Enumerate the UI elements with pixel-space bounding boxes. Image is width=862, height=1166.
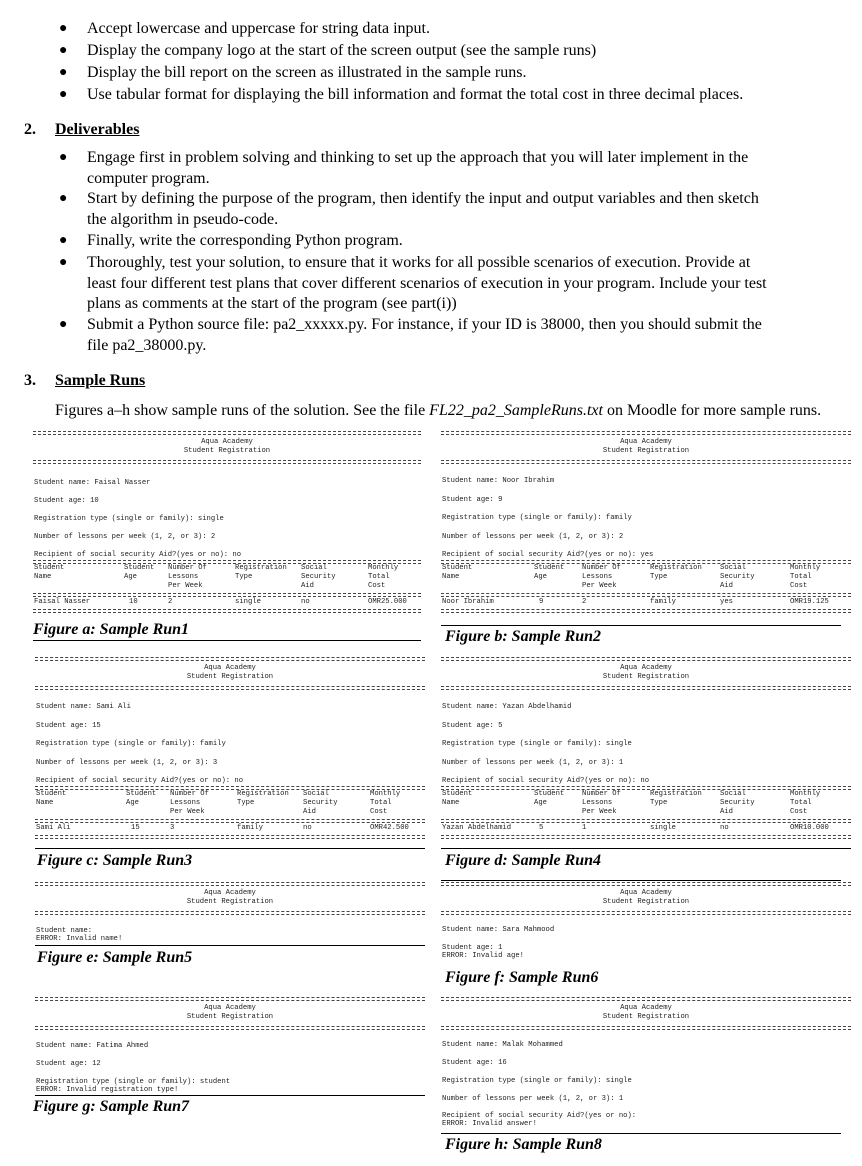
console-subtitle: Student Registration (186, 898, 274, 906)
table-header-cell: Age (124, 573, 137, 581)
console-subtitle: Student Registration (602, 1013, 690, 1021)
table-header-cell: Lessons (582, 799, 613, 807)
table-header-cell: Number Of (168, 564, 207, 572)
sample-run-console (33, 431, 421, 612)
console-separator (33, 460, 421, 464)
table-header-cell: Age (534, 573, 547, 581)
table-separator (441, 835, 851, 839)
table-separator (441, 609, 851, 613)
console-separator (441, 657, 851, 661)
console-line: Student name: (36, 927, 93, 935)
table-header-cell: Name (442, 799, 460, 807)
table-cell: 2 (168, 598, 173, 606)
console-academy-name: Aqua Academy (204, 889, 256, 897)
table-cell: OMR25.000 (368, 598, 407, 606)
figure-caption: Figure h: Sample Run8 (445, 1136, 602, 1153)
sample-run-console (441, 657, 851, 838)
table-header-cell: Student (36, 790, 67, 798)
table-header-cell: Aid (720, 582, 733, 590)
console-line: Student name: Malak Mohammed (442, 1041, 563, 1049)
table-header-cell: Security (301, 573, 336, 581)
table-separator (441, 819, 851, 823)
console-line: Recipient of social security Aid?(yes or no): (442, 1112, 637, 1120)
table-cell: no (720, 824, 729, 832)
console-subtitle: Student Registration (186, 673, 274, 681)
table-cell: 5 (539, 824, 544, 832)
console-separator (441, 431, 851, 435)
table-header-cell: Total (370, 799, 392, 807)
table-header-cell: Per Week (170, 808, 205, 816)
table-cell: Faisal Nasser (34, 598, 91, 606)
list-item: ● Engage first in problem solving and thinking to set up the approach that you will later implement in the computer program. (59, 149, 749, 187)
console-line: Student name: Sara Mahmood (442, 926, 555, 934)
console-line: Recipient of social security Aid?(yes or no): no (36, 777, 244, 785)
table-header-cell: Security (720, 799, 755, 807)
sample-run-console (441, 431, 851, 612)
table-header-cell: Type (235, 573, 253, 581)
sample-run-console (441, 997, 851, 1130)
table-header-cell: Name (36, 799, 54, 807)
list-item: ● Accept lowercase and uppercase for string data input. (59, 20, 430, 37)
console-separator (35, 657, 425, 661)
table-header-cell: Registration (237, 790, 289, 798)
console-subtitle: Student Registration (183, 447, 271, 455)
table-header-cell: Monthly (368, 564, 399, 572)
table-header-cell: Student (124, 564, 155, 572)
table-header-cell: Social (303, 790, 329, 798)
list-item: ● Use tabular format for displaying the bill information and format the total cost in three decimal places. (59, 86, 744, 103)
console-line: Student name: Yazan Abdelhamid (442, 703, 572, 711)
console-subtitle: Student Registration (186, 1013, 274, 1021)
console-line: Recipient of social security Aid?(yes or no): no (34, 551, 242, 559)
console-separator (441, 460, 851, 464)
table-header-cell: Student (534, 790, 565, 798)
table-cell: family (237, 824, 263, 832)
console-academy-name: Aqua Academy (620, 889, 672, 897)
sample-run-console (35, 997, 425, 1096)
table-header-cell: Aid (301, 582, 314, 590)
table-separator (35, 835, 425, 839)
table-header-cell: Monthly (790, 564, 821, 572)
figure-caption: Figure a: Sample Run1 (33, 621, 190, 638)
table-cell: family (650, 598, 676, 606)
table-cell: single (650, 824, 676, 832)
table-cell: 1 (582, 824, 587, 832)
table-header-cell: Security (303, 799, 338, 807)
table-separator (33, 609, 421, 613)
table-cell: OMR42.500 (370, 824, 409, 832)
console-line: Registration type (single or family): single (442, 1077, 632, 1085)
sample-run-console (35, 882, 425, 945)
console-academy-name: Aqua Academy (620, 1004, 672, 1012)
table-header-cell: Total (368, 573, 390, 581)
figure-caption: Figure c: Sample Run3 (37, 852, 193, 869)
console-separator (33, 431, 421, 435)
table-header-cell: Student (126, 790, 157, 798)
figure-caption: Figure g: Sample Run7 (33, 1098, 190, 1115)
table-cell: 2 (582, 598, 587, 606)
console-separator (35, 882, 425, 886)
console-separator (441, 997, 851, 1001)
table-cell: no (303, 824, 312, 832)
console-line: Student age: 1 (442, 944, 503, 952)
table-cell: 10 (129, 598, 138, 606)
sample-runs-intro: Figures a–h show sample runs of the solution. See the file FL22_pa2_SampleRuns.txt on Moodle for more sample runs. (55, 402, 822, 419)
table-header-cell: Cost (370, 808, 388, 816)
table-header-cell: Total (790, 573, 812, 581)
table-header-cell: Student (442, 564, 473, 572)
table-header-cell: Social (720, 564, 746, 572)
table-header-cell: Number Of (582, 790, 621, 798)
list-item: ● Display the bill report on the screen as illustrated in the sample runs. (59, 64, 527, 81)
table-cell: single (235, 598, 261, 606)
figure-rule (441, 880, 841, 881)
table-cell: OMR19.125 (790, 598, 829, 606)
console-line: ERROR: Invalid age! (442, 952, 524, 960)
console-line: Number of lessons per week (1, 2, or 3): 1 (442, 758, 624, 767)
console-line: Student age: 9 (442, 495, 503, 504)
table-cell: 9 (539, 598, 544, 606)
table-header-cell: Registration (650, 564, 702, 572)
list-item: ● Thoroughly, test your solution, to ensure that it works for all possible scenarios of execution. Provide at least four different test plans that cover different scenarios of execution in your program. Include your test plans as comments at the start of the program (see part(i)) (59, 254, 767, 312)
console-line: ERROR: Invalid registration type! (36, 1086, 179, 1094)
table-header-cell: Student (34, 564, 65, 572)
console-line: Number of lessons per week (1, 2, or 3): 3 (36, 758, 218, 767)
figure-rule (441, 848, 851, 849)
console-academy-name: Aqua Academy (204, 664, 256, 672)
table-header-cell: Aid (720, 808, 733, 816)
table-cell: OMR10.000 (790, 824, 829, 832)
table-separator (33, 593, 421, 597)
list-item: ● Display the company logo at the start of the screen output (see the sample runs) (59, 42, 597, 59)
table-cell: no (301, 598, 310, 606)
table-header-cell: Age (126, 799, 139, 807)
table-header-cell: Name (442, 573, 460, 581)
figure-caption: Figure b: Sample Run2 (445, 628, 602, 645)
table-header-cell: Name (34, 573, 52, 581)
table-header-cell: Student (442, 790, 473, 798)
table-header-cell: Security (720, 573, 755, 581)
table-header-cell: Aid (303, 808, 316, 816)
figure-rule (441, 625, 841, 626)
table-separator (35, 819, 425, 823)
table-cell: Yazan Abdelhamid (442, 824, 512, 832)
table-cell: Noor Ibrahim (442, 598, 494, 606)
console-subtitle: Student Registration (602, 673, 690, 681)
table-header-cell: Lessons (170, 799, 201, 807)
section-heading-sample-runs: 3. Sample Runs (24, 372, 146, 389)
table-header-cell: Social (720, 790, 746, 798)
console-academy-name: Aqua Academy (201, 438, 253, 446)
console-separator (35, 686, 425, 690)
figure-rule (33, 640, 421, 641)
console-line: Number of lessons per week (1, 2, or 3): 2 (442, 532, 624, 541)
console-line: Registration type (single or family): single (442, 740, 632, 748)
sample-run-console (441, 882, 851, 962)
table-separator (35, 786, 425, 790)
console-subtitle: Student Registration (602, 898, 690, 906)
console-separator (441, 911, 851, 915)
table-header-cell: Number Of (582, 564, 621, 572)
console-subtitle: Student Registration (602, 447, 690, 455)
table-header-cell: Per Week (168, 582, 203, 590)
table-header-cell: Number Of (170, 790, 209, 798)
figure-rule (35, 945, 425, 946)
console-line: Student age: 10 (34, 497, 99, 505)
figure-rule (35, 848, 425, 849)
figure-rule (441, 1133, 841, 1134)
console-line: Registration type (single or family): family (36, 740, 226, 748)
table-header-cell: Type (650, 573, 668, 581)
figure-rule (35, 1095, 425, 1096)
console-separator (35, 1026, 425, 1030)
console-line: Number of lessons per week (1, 2, or 3): 2 (34, 533, 216, 541)
table-header-cell: Age (534, 799, 547, 807)
console-line: ERROR: Invalid name! (36, 935, 123, 943)
console-line: Number of lessons per week (1, 2, or 3): 1 (442, 1095, 624, 1103)
table-cell: yes (720, 598, 733, 606)
figure-caption: Figure e: Sample Run5 (37, 949, 193, 966)
console-academy-name: Aqua Academy (204, 1004, 256, 1012)
console-line: Student age: 15 (36, 721, 101, 730)
console-line: Recipient of social security Aid?(yes or no): no (442, 777, 650, 785)
table-header-cell: Registration (235, 564, 287, 572)
table-cell: 15 (131, 824, 140, 832)
table-header-cell: Cost (790, 808, 808, 816)
table-header-cell: Registration (650, 790, 702, 798)
table-header-cell: Monthly (790, 790, 821, 798)
table-header-cell: Student (534, 564, 565, 572)
table-header-cell: Cost (368, 582, 386, 590)
table-header-cell: Per Week (582, 808, 617, 816)
console-line: Registration type (single or family): single (34, 515, 224, 523)
table-header-cell: Social (301, 564, 327, 572)
console-separator (441, 882, 851, 886)
list-item: ● Start by defining the purpose of the program, then identify the input and output variables and then sketch the algorithm in pseudo-code. (59, 190, 759, 228)
console-line: Recipient of social security Aid?(yes or no): yes (442, 551, 654, 559)
section-heading-deliverables: 2. Deliverables (24, 121, 140, 138)
table-cell: 3 (170, 824, 175, 832)
table-cell: Sami Ali (36, 824, 71, 832)
figure-caption: Figure d: Sample Run4 (445, 852, 602, 869)
sample-run-console (35, 657, 425, 838)
console-academy-name: Aqua Academy (620, 664, 672, 672)
console-line: Student name: Noor Ibrahim (442, 477, 555, 485)
table-header-cell: Lessons (168, 573, 199, 581)
console-line: Student age: 12 (36, 1060, 101, 1068)
table-header-cell: Type (650, 799, 668, 807)
console-line: Student age: 16 (442, 1059, 507, 1067)
console-line: Registration type (single or family): student (36, 1078, 231, 1086)
console-academy-name: Aqua Academy (620, 438, 672, 446)
console-separator (441, 686, 851, 690)
console-line: Student name: Sami Ali (36, 703, 131, 711)
table-header-cell: Lessons (582, 573, 613, 581)
console-line: Student name: Faisal Nasser (34, 479, 151, 487)
console-separator (441, 1026, 851, 1030)
console-line: Student name: Fatima Ahmed (36, 1042, 149, 1050)
table-header-cell: Monthly (370, 790, 401, 798)
console-line: Student age: 5 (442, 721, 503, 730)
list-item: ● Finally, write the corresponding Python program. (59, 232, 403, 249)
table-separator (441, 593, 851, 597)
list-item: ● Submit a Python source file: pa2_xxxxx.py. For instance, if your ID is 38000, then you should submit the file pa2_38000.py. (59, 316, 762, 354)
console-separator (35, 997, 425, 1001)
table-separator (33, 560, 421, 564)
table-header-cell: Cost (790, 582, 808, 590)
table-header-cell: Total (790, 799, 812, 807)
console-separator (35, 911, 425, 915)
console-line: ERROR: Invalid answer! (442, 1120, 537, 1128)
figure-caption: Figure f: Sample Run6 (445, 969, 599, 986)
table-header-cell: Per Week (582, 582, 617, 590)
console-line: Registration type (single or family): family (442, 514, 632, 522)
table-header-cell: Type (237, 799, 255, 807)
